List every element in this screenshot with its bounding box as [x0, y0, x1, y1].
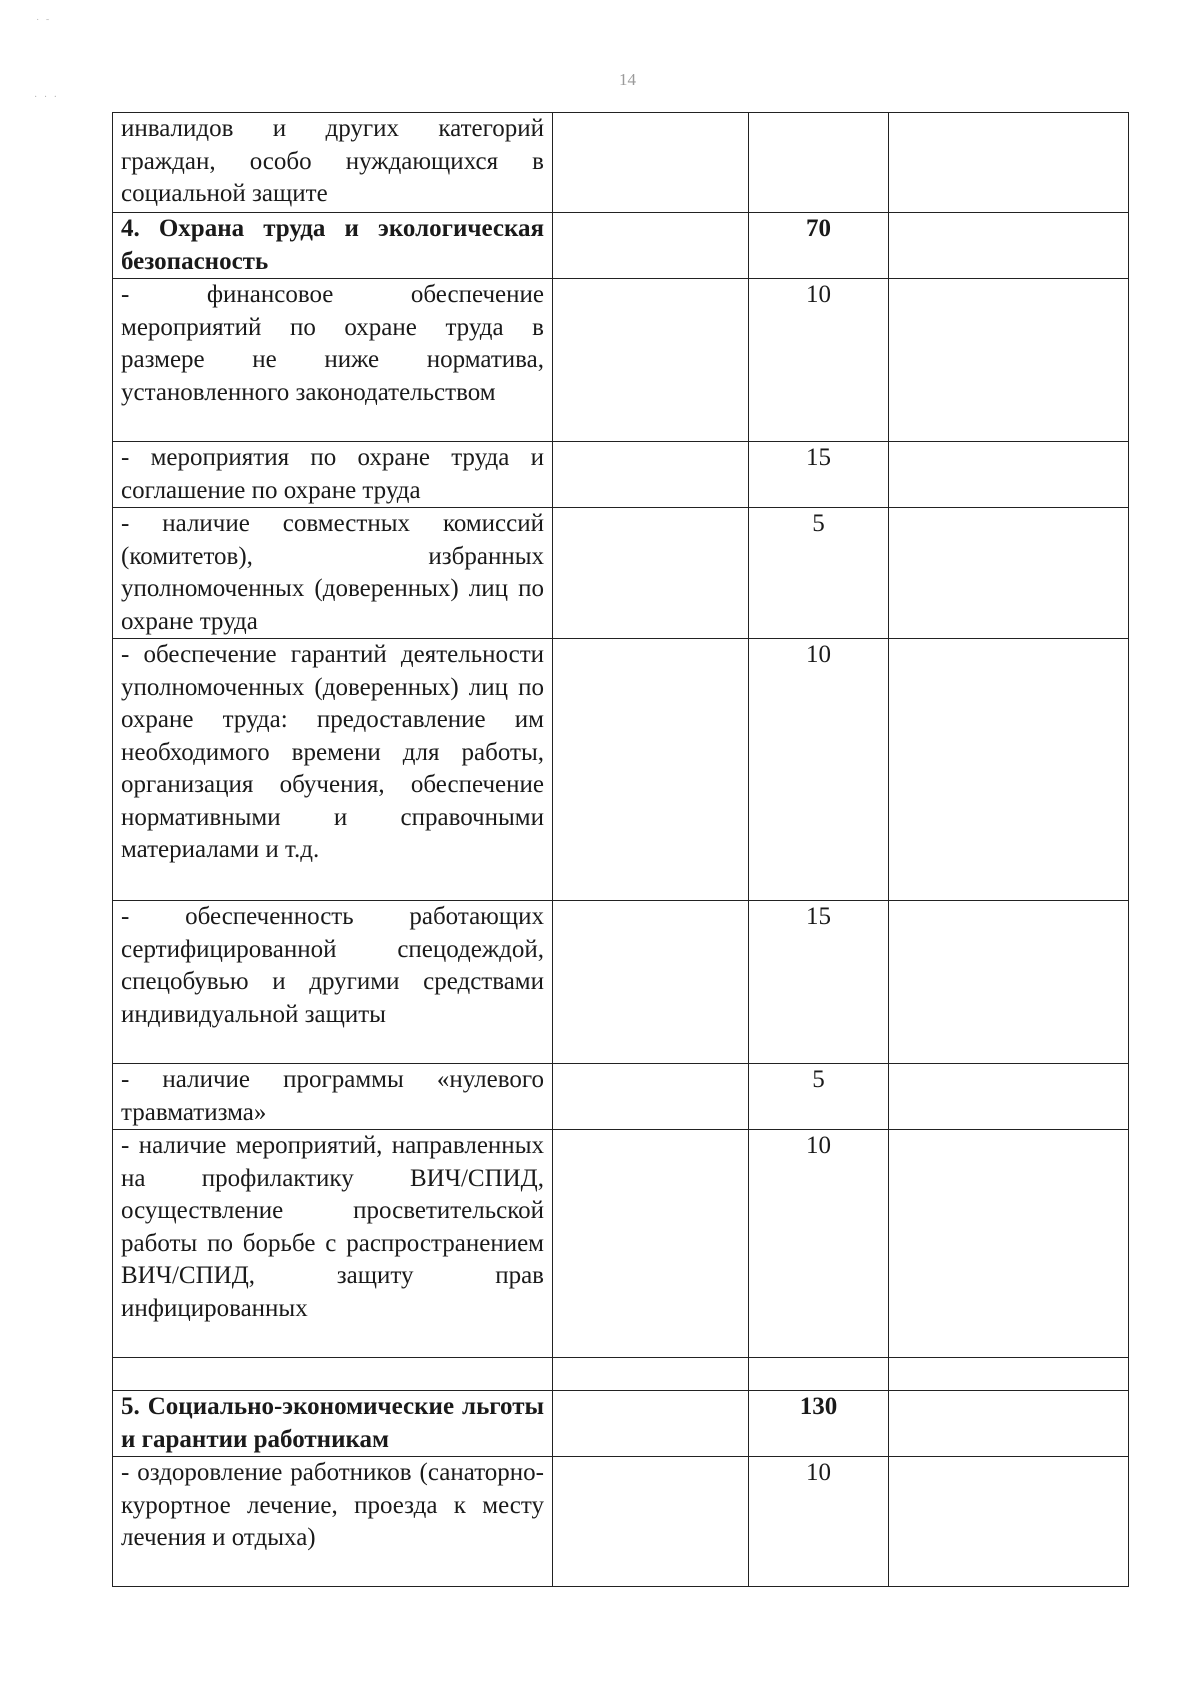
section-points: 70	[749, 213, 889, 279]
spacer-row	[113, 1358, 1129, 1391]
table-row	[113, 508, 1129, 639]
row-empty-cell	[553, 442, 749, 508]
row-points: 10	[749, 639, 889, 901]
row-empty-cell	[553, 1358, 749, 1391]
row-empty-cell	[889, 113, 1129, 213]
table-row	[113, 1064, 1129, 1130]
row-empty-cell	[553, 639, 749, 901]
row-empty-cell	[553, 1391, 749, 1457]
row-empty-cell	[113, 1358, 553, 1391]
row-description: - обеспеченность работающих сертифицированной спецодеждой, спецобувью и другими средствами индивидуальной защиты	[113, 901, 553, 1064]
row-empty-cell	[889, 213, 1129, 279]
table-row	[113, 1457, 1129, 1587]
row-empty-cell	[889, 442, 1129, 508]
row-empty-cell	[889, 1130, 1129, 1358]
section-row	[113, 213, 1129, 279]
table-row	[113, 901, 1129, 1064]
section-row	[113, 1391, 1129, 1457]
scan-mark-top: ˙ ˜	[36, 18, 52, 29]
table-row	[113, 639, 1129, 901]
row-empty-cell	[553, 213, 749, 279]
row-description: - наличие совместных комиссий (комитетов), избранных уполномоченных (доверенных) лиц по охране труда	[113, 508, 553, 639]
row-empty-cell	[889, 279, 1129, 442]
row-description: - наличие программы «нулевого травматизма»	[113, 1064, 553, 1130]
table-row	[113, 442, 1129, 508]
row-empty-cell	[553, 279, 749, 442]
row-empty-cell	[553, 508, 749, 639]
table-row	[113, 279, 1129, 442]
row-description: - мероприятия по охране труда и соглашение по охране труда	[113, 442, 553, 508]
section-points: 130	[749, 1391, 889, 1457]
section-title: 5. Социально-экономические льготы и гарантии работникам	[113, 1391, 553, 1457]
row-empty-cell	[553, 1130, 749, 1358]
row-empty-cell	[889, 508, 1129, 639]
row-description: инвалидов и других категорий граждан, особо нуждающихся в социальной защите	[113, 113, 553, 213]
row-points: 5	[749, 508, 889, 639]
row-points: 10	[749, 1130, 889, 1358]
row-empty-cell	[889, 1457, 1129, 1587]
row-description: - обеспечение гарантий деятельности уполномоченных (доверенных) лиц по охране труда: предоставление им необходимого времени для работы, организация обучения, обеспечение нормативными и справочными материалами и т.д.	[113, 639, 553, 901]
row-points: 15	[749, 901, 889, 1064]
row-empty-cell	[889, 639, 1129, 901]
row-points: 10	[749, 1457, 889, 1587]
table-row	[113, 1130, 1129, 1358]
score-table	[112, 112, 1129, 1587]
row-description: - оздоровление работников (санаторно-курортное лечение, проезда к месту лечения и отдыха)	[113, 1457, 553, 1587]
row-points: 15	[749, 442, 889, 508]
scan-mark-side: · · ·	[34, 92, 59, 103]
row-empty-cell	[889, 1358, 1129, 1391]
row-empty-cell	[553, 1457, 749, 1587]
row-empty-cell	[749, 1358, 889, 1391]
row-points: 10	[749, 279, 889, 442]
section-title: 4. Охрана труда и экологическая безопасность	[113, 213, 553, 279]
row-empty-cell	[553, 113, 749, 213]
page-number: 14	[619, 70, 636, 89]
row-points: 5	[749, 1064, 889, 1130]
row-empty-cell	[553, 1064, 749, 1130]
row-description: - наличие мероприятий, направленных на профилактику ВИЧ/СПИД, осуществление просветительской работы по борьбе с распространением ВИЧ/СПИД, защиту прав инфицированных	[113, 1130, 553, 1358]
table-row	[113, 113, 1129, 213]
row-empty-cell	[889, 901, 1129, 1064]
row-points	[749, 113, 889, 213]
row-empty-cell	[889, 1391, 1129, 1457]
row-description: - финансовое обеспечение мероприятий по охране труда в размере не ниже норматива, установленного законодательством	[113, 279, 553, 442]
row-empty-cell	[889, 1064, 1129, 1130]
row-empty-cell	[553, 901, 749, 1064]
